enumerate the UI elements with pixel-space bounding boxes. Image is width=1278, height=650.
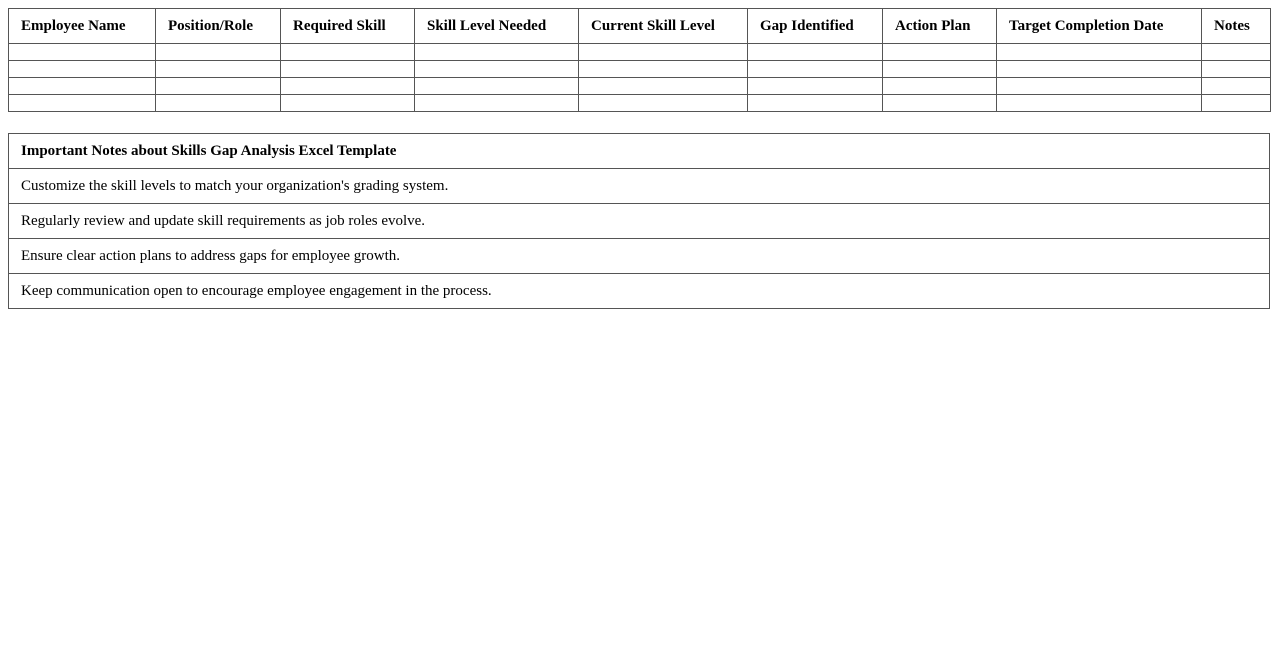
column-header-skill-level-needed: Skill Level Needed — [415, 9, 579, 44]
table-cell[interactable] — [1202, 78, 1271, 95]
note-item: Keep communication open to encourage employee engagement in the process. — [9, 274, 1270, 309]
table-cell[interactable] — [1202, 44, 1271, 61]
list-item — [9, 239, 1270, 274]
column-header-notes: Notes — [1202, 9, 1271, 44]
column-header-gap-identified: Gap Identified — [748, 9, 883, 44]
table-cell[interactable] — [883, 95, 997, 112]
table-cell[interactable] — [579, 78, 748, 95]
table-cell[interactable] — [997, 78, 1202, 95]
table-cell[interactable] — [579, 61, 748, 78]
table-header-row — [9, 9, 1271, 44]
table-cell[interactable] — [748, 95, 883, 112]
column-header-target-completion-date: Target Completion Date — [997, 9, 1202, 44]
column-header-action-plan: Action Plan — [883, 9, 997, 44]
skills-gap-table — [8, 8, 1271, 112]
list-item — [9, 204, 1270, 239]
table-cell[interactable] — [281, 78, 415, 95]
table-cell[interactable] — [579, 44, 748, 61]
table-cell[interactable] — [997, 95, 1202, 112]
page — [0, 0, 1278, 309]
column-header-required-skill: Required Skill — [281, 9, 415, 44]
notes-header-row — [9, 134, 1270, 169]
table-cell[interactable] — [9, 61, 156, 78]
table-cell[interactable] — [883, 44, 997, 61]
table-row — [9, 78, 1271, 95]
table-cell[interactable] — [156, 78, 281, 95]
table-cell[interactable] — [281, 95, 415, 112]
table-cell[interactable] — [9, 78, 156, 95]
table-row — [9, 95, 1271, 112]
table-cell[interactable] — [156, 61, 281, 78]
table-cell[interactable] — [415, 78, 579, 95]
table-cell[interactable] — [579, 95, 748, 112]
note-item: Regularly review and update skill requirements as job roles evolve. — [9, 204, 1270, 239]
table-cell[interactable] — [415, 61, 579, 78]
table-cell[interactable] — [281, 61, 415, 78]
table-cell[interactable] — [748, 78, 883, 95]
column-header-current-skill-level: Current Skill Level — [579, 9, 748, 44]
table-cell[interactable] — [883, 61, 997, 78]
list-item — [9, 274, 1270, 309]
table-cell[interactable] — [1202, 95, 1271, 112]
table-cell[interactable] — [9, 44, 156, 61]
table-cell[interactable] — [997, 44, 1202, 61]
table-cell[interactable] — [883, 78, 997, 95]
column-header-position-role: Position/Role — [156, 9, 281, 44]
note-item: Ensure clear action plans to address gaps for employee growth. — [9, 239, 1270, 274]
table-cell[interactable] — [748, 61, 883, 78]
table-cell[interactable] — [1202, 61, 1271, 78]
table-cell[interactable] — [748, 44, 883, 61]
important-notes-table — [8, 133, 1270, 309]
note-item: Customize the skill levels to match your organization's grading system. — [9, 169, 1270, 204]
table-cell[interactable] — [415, 44, 579, 61]
notes-title: Important Notes about Skills Gap Analysis Excel Template — [9, 134, 1270, 169]
list-item — [9, 169, 1270, 204]
table-row — [9, 61, 1271, 78]
column-header-employee-name: Employee Name — [9, 9, 156, 44]
table-cell[interactable] — [415, 95, 579, 112]
table-cell[interactable] — [997, 61, 1202, 78]
table-cell[interactable] — [281, 44, 415, 61]
table-cell[interactable] — [9, 95, 156, 112]
table-cell[interactable] — [156, 95, 281, 112]
table-row — [9, 44, 1271, 61]
table-cell[interactable] — [156, 44, 281, 61]
